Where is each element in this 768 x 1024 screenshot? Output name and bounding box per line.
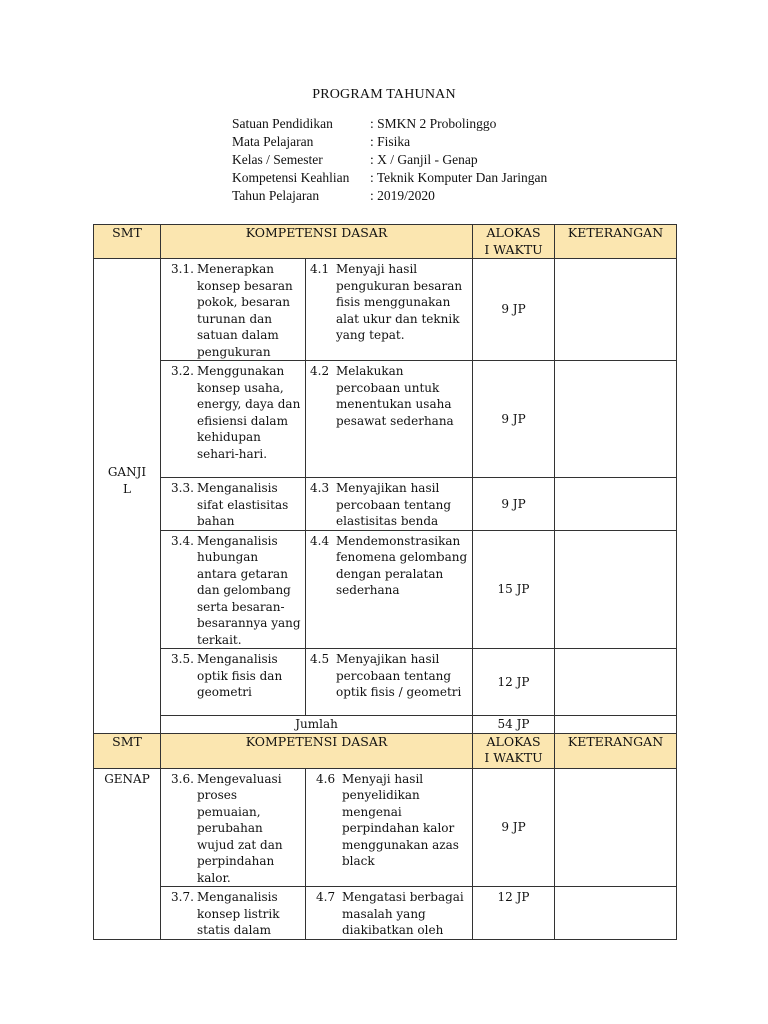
semester-genap: GENAP bbox=[94, 768, 161, 939]
table-row bbox=[94, 768, 677, 887]
kd3-number: 3.7. bbox=[171, 890, 194, 904]
kd4-text: Menyaji hasil penyelidikan mengenai perpindahan kalor menggunakan azas black bbox=[342, 771, 459, 868]
keterangan-cell bbox=[555, 768, 677, 887]
header-smt: SMT bbox=[94, 733, 161, 768]
alokasi-cell: 12 JP bbox=[473, 649, 555, 716]
kd3-number: 3.4. bbox=[171, 533, 194, 548]
kd3-cell bbox=[161, 887, 306, 940]
kd3-text: Menganalisis sifat elastisitas bahan bbox=[197, 481, 289, 528]
keterangan-cell bbox=[555, 259, 677, 361]
info-label: Satuan Pendidikan bbox=[232, 116, 333, 131]
kd4-text: Mengatasi berbagai masalah yang diakibatkan oleh bbox=[342, 890, 464, 937]
table-header bbox=[94, 225, 677, 259]
table-row bbox=[94, 530, 677, 649]
kd4-number: 4.6 bbox=[316, 771, 336, 786]
header-kd: KOMPETENSI DASAR bbox=[161, 733, 473, 768]
header-alokasi bbox=[473, 733, 555, 768]
kd3-text: Menerapkan konsep besaran pokok, besaran turunan dan satuan dalam pengukuran bbox=[197, 262, 293, 359]
kd4-number: 4.4 bbox=[310, 533, 330, 548]
kd4-cell bbox=[306, 768, 473, 887]
header-alokasi bbox=[473, 225, 555, 259]
info-row-kelas bbox=[232, 151, 547, 169]
kd3-number: 3.3. bbox=[171, 481, 194, 495]
keterangan-cell bbox=[555, 716, 677, 734]
kd4-number: 4.3 bbox=[310, 481, 330, 495]
kd3-cell bbox=[161, 259, 306, 361]
kd4-number: 4.7 bbox=[316, 890, 336, 904]
total-label: Jumlah bbox=[161, 716, 473, 734]
header-alokasi-line1: ALOKAS bbox=[486, 225, 541, 240]
kd4-text: Melakukan percobaan untuk menentukan usaha pesawat sederhana bbox=[336, 364, 454, 428]
kd3-text: Menggunakan konsep usaha, energy, daya dan efisiensi dalam kehidupan sehari-hari. bbox=[197, 364, 301, 461]
info-row-satuan bbox=[232, 115, 547, 133]
info-row-mapel bbox=[232, 133, 547, 151]
kd3-text: Menganalisis hubungan antara getaran dan gelombang serta besaran-besarannya yang terkait. bbox=[197, 533, 301, 647]
total-value: 54 JP bbox=[473, 716, 555, 734]
kd4-cell bbox=[306, 649, 473, 716]
alokasi-cell: 15 JP bbox=[473, 530, 555, 649]
keterangan-cell bbox=[555, 649, 677, 716]
table-row bbox=[94, 649, 677, 716]
info-value: : SMKN 2 Probolinggo bbox=[370, 116, 497, 131]
kd4-cell bbox=[306, 361, 473, 478]
alokasi-cell: 9 JP bbox=[473, 361, 555, 478]
kd3-cell bbox=[161, 530, 306, 649]
kd4-number: 4.1 bbox=[310, 262, 330, 276]
info-value: : 2019/2020 bbox=[370, 188, 435, 203]
table-row bbox=[94, 887, 677, 940]
kd3-cell bbox=[161, 649, 306, 716]
info-row-tahun bbox=[232, 187, 547, 205]
alokasi-cell: 12 JP bbox=[473, 887, 555, 940]
semester-label-line1: GANJI bbox=[107, 465, 147, 480]
info-label: Kompetensi Keahlian bbox=[232, 170, 350, 185]
table-row bbox=[94, 478, 677, 531]
kd3-text: Mengevaluasi proses pemuaian, perubahan wujud zat dan perpindahan kalor. bbox=[197, 771, 283, 885]
kd4-cell bbox=[306, 887, 473, 940]
semester-label-line2: L bbox=[123, 481, 131, 496]
keterangan-cell bbox=[555, 887, 677, 940]
kd4-text: Mendemonstrasikan fenomena gelombang dengan peralatan sederhana bbox=[336, 533, 468, 597]
header-alokasi-line2: I WAKTU bbox=[484, 750, 543, 765]
kd4-number: 4.2 bbox=[310, 364, 330, 378]
kd4-cell bbox=[306, 259, 473, 361]
program-table bbox=[93, 224, 677, 940]
header-alokasi-line1: ALOKAS bbox=[486, 733, 541, 749]
kd4-text: Menyajikan hasil percobaan tentang elastisitas benda bbox=[336, 481, 452, 528]
kd3-text: Menganalisis konsep listrik statis dalam bbox=[197, 890, 280, 937]
kd4-cell bbox=[306, 530, 473, 649]
alokasi-cell: 9 JP bbox=[473, 478, 555, 531]
identity-block bbox=[232, 115, 547, 205]
kd3-number: 3.1. bbox=[171, 262, 194, 276]
keterangan-cell bbox=[555, 530, 677, 649]
kd3-number: 3.5. bbox=[171, 652, 194, 666]
kd3-text: Menganalisis optik fisis dan geometri bbox=[197, 652, 283, 699]
header-smt: SMT bbox=[94, 225, 161, 259]
document-title: PROGRAM TAHUNAN bbox=[312, 87, 456, 102]
info-value: : Teknik Komputer Dan Jaringan bbox=[370, 170, 548, 185]
semester-ganjil bbox=[94, 259, 161, 734]
info-value: : X / Ganjil - Genap bbox=[370, 152, 478, 167]
kd4-cell bbox=[306, 478, 473, 531]
alokasi-cell: 9 JP bbox=[473, 259, 555, 361]
table-header bbox=[94, 733, 677, 768]
kd3-cell bbox=[161, 478, 306, 531]
kd3-number: 3.6. bbox=[171, 771, 194, 786]
info-label: Tahun Pelajaran bbox=[232, 188, 320, 203]
keterangan-cell bbox=[555, 361, 677, 478]
table-row bbox=[94, 259, 677, 361]
info-value: : Fisika bbox=[370, 134, 411, 149]
header-keterangan: KETERANGAN bbox=[555, 225, 677, 259]
kd4-text: Menyajikan hasil percobaan tentang optik fisis / geometri bbox=[336, 652, 462, 699]
alokasi-cell: 9 JP bbox=[473, 768, 555, 887]
kd3-number: 3.2. bbox=[171, 364, 194, 378]
header-keterangan: KETERANGAN bbox=[555, 733, 677, 768]
info-label: Mata Pelajaran bbox=[232, 134, 314, 149]
info-label: Kelas / Semester bbox=[232, 152, 323, 167]
header-alokasi-line2: I WAKTU bbox=[484, 241, 543, 257]
kd3-cell bbox=[161, 768, 306, 887]
header-kd: KOMPETENSI DASAR bbox=[161, 225, 473, 259]
kd3-cell bbox=[161, 361, 306, 478]
kd4-text: Menyaji hasil pengukuran besaran fisis menggunakan alat ukur dan teknik yang tepat. bbox=[336, 262, 463, 342]
table-row bbox=[94, 361, 677, 478]
kd4-number: 4.5 bbox=[310, 652, 330, 666]
info-row-keahlian bbox=[232, 169, 547, 187]
keterangan-cell bbox=[555, 478, 677, 531]
total-row bbox=[94, 716, 677, 734]
